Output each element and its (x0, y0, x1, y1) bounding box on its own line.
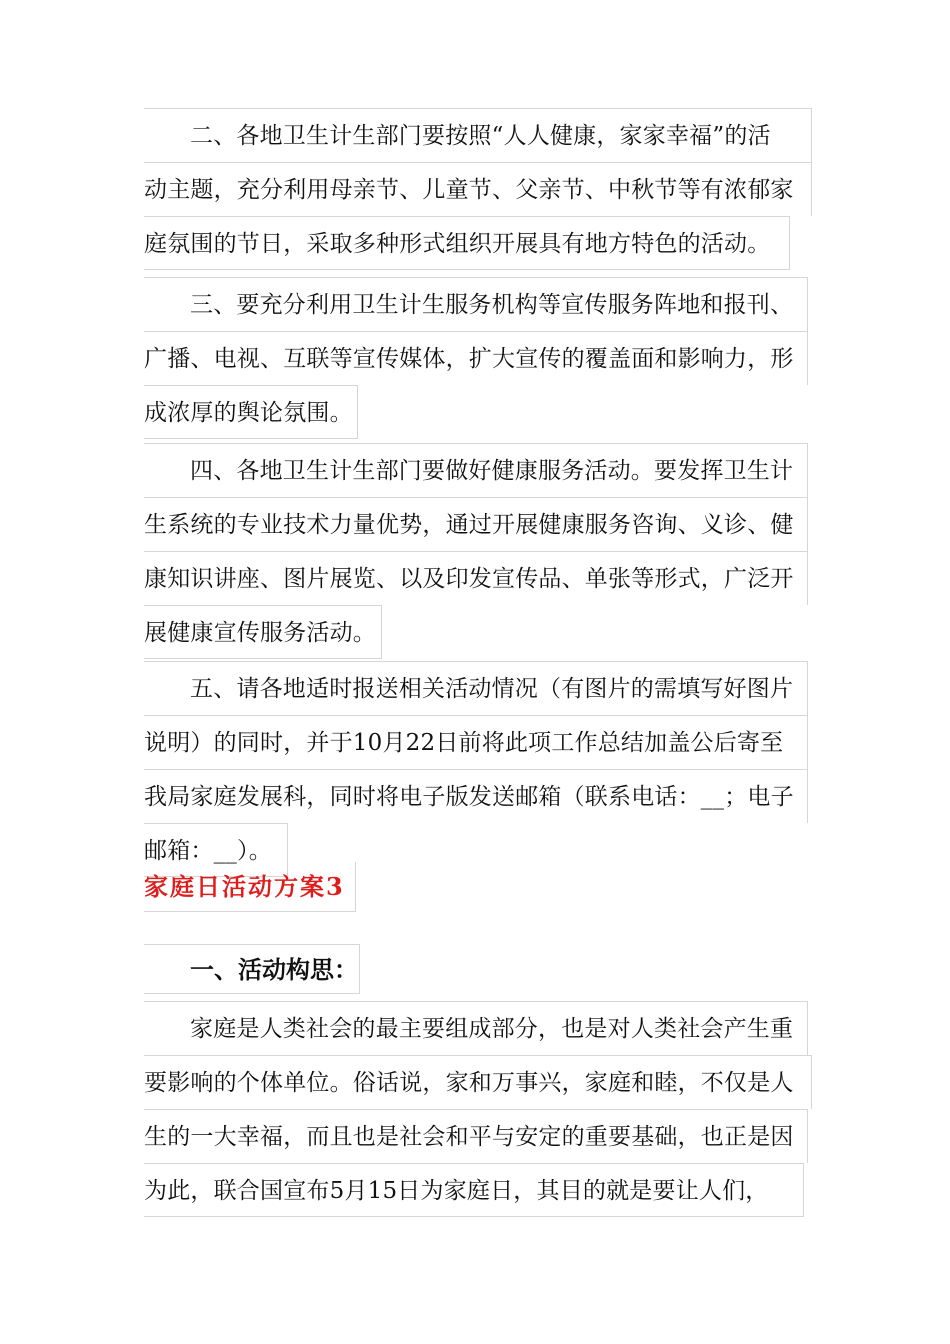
paragraph-3 (144, 277, 808, 439)
paragraph-line: 康知识讲座、图片展览、以及印发宣传品、单张等形式，广泛开 (144, 551, 808, 605)
paragraph-line: 四、各地卫生计生部门要做好健康服务活动。要发挥卫生计 (144, 443, 808, 497)
paragraph-line: 三、要充分利用卫生计生服务机构等宣传服务阵地和报刊、 (144, 277, 808, 331)
paragraph-line: 五、请各地适时报送相关活动情况（有图片的需填写好图片 (144, 661, 808, 715)
paragraph-line: 广播、电视、互联等宣传媒体，扩大宣传的覆盖面和影响力，形 (144, 331, 808, 385)
paragraph-line: 生的一大幸福，而且也是社会和平与安定的重要基础，也正是因 (144, 1109, 808, 1163)
paragraph-line: 展健康宣传服务活动。 (144, 605, 382, 659)
paragraph-line: 为此，联合国宣布5月15日为家庭日，其目的就是要让人们， (144, 1163, 804, 1217)
paragraph-line: 邮箱：__）。 (144, 823, 288, 877)
paragraph-line: 我局家庭发展科，同时将电子版发送邮箱（联系电话：__；电子 (144, 769, 808, 823)
paragraph-line: 动主题，充分利用母亲节、儿童节、父亲节、中秋节等有浓郁家 (144, 162, 812, 216)
paragraph-line: 二、各地卫生计生部门要按照“人人健康，家家幸福”的活 (144, 108, 812, 162)
intro-paragraph (144, 1001, 812, 1217)
paragraph-4 (144, 443, 808, 659)
paragraph-line: 庭氛围的节日，采取多种形式组织开展具有地方特色的活动。 (144, 216, 790, 270)
paragraph-line: 成浓厚的舆论氛围。 (144, 385, 358, 439)
paragraph-line: 家庭是人类社会的最主要组成部分，也是对人类社会产生重 (144, 1001, 808, 1055)
subsection-title: 一、活动构思： (144, 944, 360, 994)
paragraph-2 (144, 108, 812, 270)
paragraph-line: 说明）的同时，并于10月22日前将此项工作总结加盖公后寄至 (144, 715, 808, 769)
paragraph-line: 要影响的个体单位。俗话说，家和万事兴，家庭和睦，不仅是人 (144, 1055, 812, 1109)
paragraph-line: 生系统的专业技术力量优势，通过开展健康服务咨询、义诊、健 (144, 497, 808, 551)
paragraph-5 (144, 661, 808, 877)
section-title: 家庭日活动方案3 (144, 862, 356, 912)
